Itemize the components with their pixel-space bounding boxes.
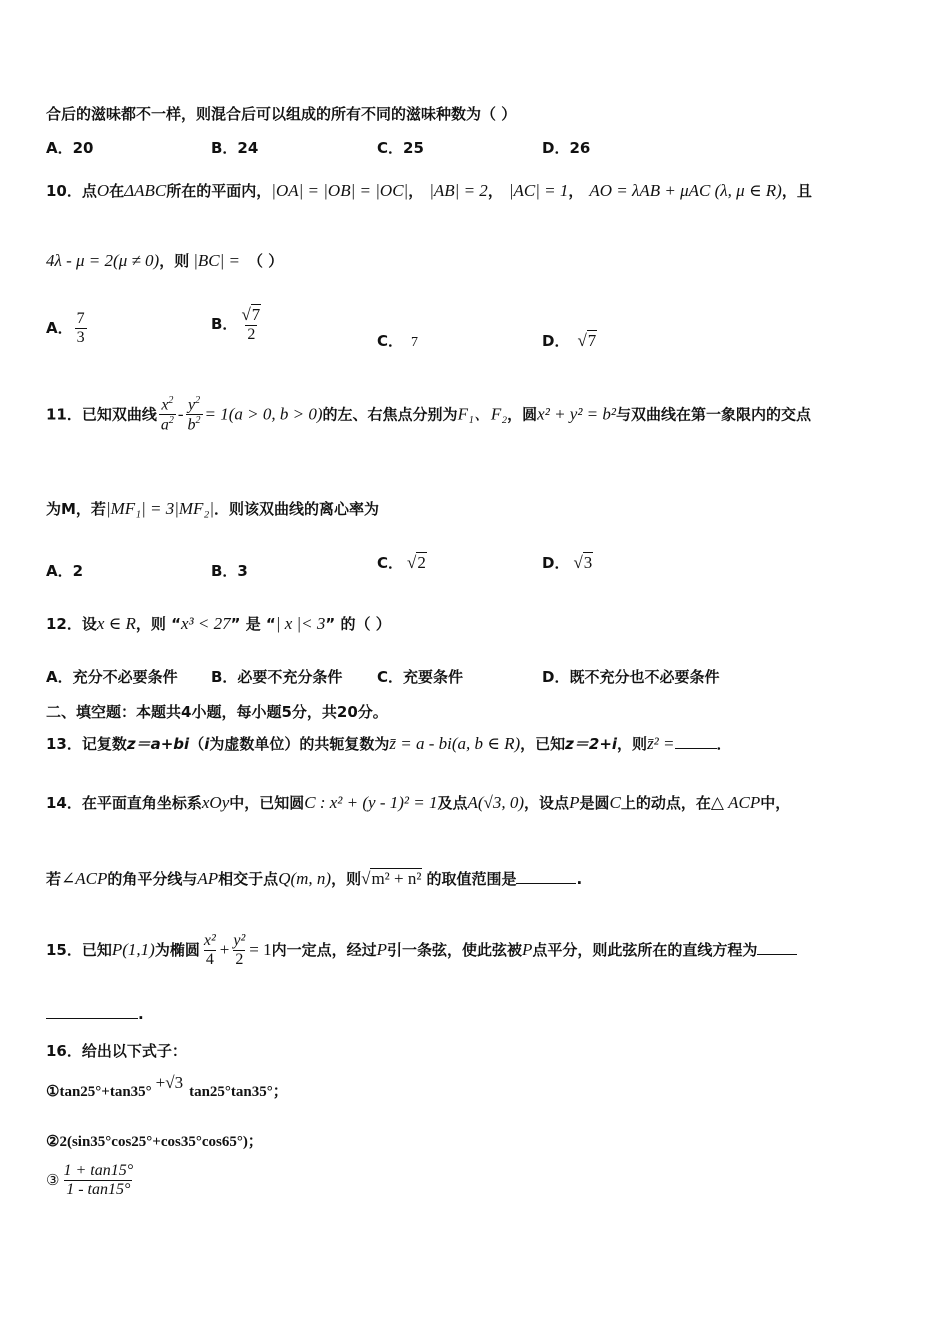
q10-text-f: ，且 [781, 182, 812, 200]
q15-end: . [138, 1005, 144, 1023]
q10-line1 [46, 180, 812, 201]
q11-option-d-value: 3 [583, 553, 593, 572]
q11-eq-rest: = 1(a > 0, b > 0) [204, 404, 323, 424]
q15-line2 [46, 1005, 144, 1023]
q15-text-e: 点平分，则此弦所在的直线方程为 [532, 941, 758, 959]
q11-x: x [161, 396, 169, 414]
q12-abs: | x |< 3 [275, 614, 326, 633]
q12-option-a: A．充分不必要条件 [46, 668, 178, 686]
q15-frac-x [202, 932, 218, 969]
q10-option-b-frac: $\frac{√7}{2}$ [241, 305, 261, 343]
q9-option-d: D．26 [542, 139, 591, 157]
q10-eq-ac: |AC| = 1 [508, 181, 569, 200]
q15-answer-blank-b[interactable] [46, 1018, 138, 1019]
q10-eq-ao: AO = λAB + μAC (λ, μ ∈ R) [589, 181, 782, 200]
q15-text-a: 15．已知 [46, 941, 112, 959]
q10-option-b-label: B． [211, 315, 238, 333]
q14-text-d: ，设点 [524, 794, 570, 812]
q12-number: 12．设 [46, 615, 97, 633]
q13-z: z＝a+bi [126, 735, 190, 753]
q14-c: C [609, 793, 621, 812]
q16-item-2: ②2(sin35°cos25°+cos35°cos65°)； [46, 1134, 263, 1150]
q12-cube: x³ < 27 [180, 614, 231, 633]
q14-sqrt: √m² + n² [361, 869, 422, 888]
q14-text-g: 中， [760, 794, 791, 812]
q13-text-a: 13．记复数 [46, 735, 127, 753]
q15-point-p: P(1,1) [111, 940, 155, 959]
q12-option-d: D．既不充分也不必要条件 [542, 668, 720, 686]
q11-line2-b: ．则该双曲线的离心率为 [214, 500, 380, 518]
q10-option-c-value: 7 [411, 335, 419, 350]
q13-i: i [204, 735, 210, 753]
q11-text-b: ，圆 [507, 405, 538, 424]
q14-text-f: 上的动点，在 [620, 794, 711, 812]
q13-conjugate: z̄ = a - bi(a, b ∈ R) [389, 734, 521, 753]
q9-option-a: A．20 [46, 139, 94, 157]
q14-line1 [46, 792, 790, 813]
q11-a: a [160, 416, 169, 434]
q14-line2-d: ，则 [331, 870, 362, 888]
q13-query: z̄² = [647, 734, 675, 753]
q14-text-b: 中，已知圆 [229, 794, 305, 812]
q11-line2 [46, 498, 379, 519]
q14-point-a: A(√3, 0) [467, 793, 525, 812]
q11-frac-x: $\frac{x^2}{a^2}$ [160, 395, 174, 434]
q14-line2-f: . [576, 870, 583, 888]
q12-option-b: B．必要不充分条件 [211, 668, 343, 686]
q11-line1: 11．已知双曲线 $\frac{x^2}{a^2}$ - $\frac{y^2}{b^2}$ = 1(a > 0, b > 0)的左、右焦点分别为F₁、F₂，圆x² + y² = b²与双曲线在第一象限内的交点 [46, 395, 812, 434]
section-heading: 二、填空题：本题共4小题，每小题5分，共20分。 [46, 703, 388, 721]
q12-text-a: ，则 “ [135, 615, 181, 633]
q12-text-c: ” 的（ ） [325, 615, 391, 633]
q14-circle: C : x² + (y - 1)² = 1 [304, 793, 438, 812]
q14-q: Q(m, n) [278, 869, 332, 888]
q14-line2-b: 的角平分线与 [107, 870, 198, 888]
q14-line2-e: 的取值范围是 [426, 870, 517, 888]
q13-line [46, 733, 732, 754]
q11-foci: F₁、F₂ [457, 404, 508, 424]
q15-text-b: 为椭圆 [154, 941, 200, 959]
q16-item-1 [46, 1073, 288, 1101]
q10-text-d: ， [487, 182, 503, 200]
q13-answer-blank[interactable] [675, 748, 717, 749]
q15-line1: 15．已知P(1,1)为椭圆 $\frac{\text{x²}}{4}$ + $\frac{\text{y²}}{2}$ = 1内一定点，经过P引一条弦，使此弦被P点平分，则此弦所在的直线方程为 [46, 932, 797, 969]
q9-option-c: C．25 [377, 139, 424, 157]
q12-option-c: C．充要条件 [377, 668, 464, 686]
q14-text-c: 及点 [437, 794, 468, 812]
q15-p2: P [376, 940, 388, 959]
q10-text-b: 所在的平面内， [166, 182, 272, 200]
q11-option-c-label: C． [377, 554, 404, 572]
q11-option-d: D． √3 [542, 553, 593, 572]
q10-option-c-label: C． [377, 332, 404, 350]
q13-text-d: ，已知 [520, 735, 566, 753]
q11-option-b: B．3 [211, 562, 248, 580]
q10-option-a-den: 3 [76, 329, 85, 346]
q15-text-c: 内一定点，经过 [271, 941, 377, 959]
q10-option-c [377, 330, 418, 351]
q16-item-3-num: 1 + tan15° [63, 1162, 134, 1179]
q11-line2-a: 为M，若 [46, 500, 106, 518]
q14-answer-blank[interactable] [516, 883, 576, 884]
q11-circle: x² + y² = b² [537, 404, 616, 424]
q14-text-a: 14．在平面直角坐标系 [46, 794, 202, 812]
q10-number: 10．点 [46, 182, 97, 200]
q16-intro: 16．给出以下式子： [46, 1042, 187, 1060]
q14-text-e: 是圆 [579, 794, 610, 812]
q15-frac-y [231, 932, 247, 969]
q11-text-a: 的左、右焦点分别为 [322, 405, 458, 424]
q10-text-h: （ ） [248, 252, 284, 270]
q10-text-e: ， [568, 182, 584, 200]
q12-x-in-r: x ∈ R [96, 614, 136, 633]
q10-option-b-den: 2 [247, 326, 256, 343]
q14-triangle: △ ACP [710, 793, 761, 812]
q10-eq-ab: |AB| = 2 [429, 181, 488, 200]
q16-item-3-frac [61, 1162, 135, 1199]
q11-b: b [187, 416, 196, 434]
q14-ap: AP [197, 869, 219, 888]
q16-item-3-label: ③ [46, 1173, 60, 1189]
q9-option-b: B．24 [211, 139, 259, 157]
q16-item-1-sqrt: +√3 [155, 1073, 184, 1092]
q14-line2-c: 相交于点 [218, 870, 279, 888]
q16-item-3-den: 1 - tan15° [66, 1181, 131, 1198]
q10-option-a-label: A． [46, 319, 73, 337]
q10-option-d-label: D． [542, 332, 570, 350]
q13-text-c: 为虚数单位）的共轭复数为 [209, 735, 390, 753]
q10-text-c: ， [408, 182, 424, 200]
q10-condition: 4λ - μ = 2(μ ≠ 0) [46, 251, 160, 270]
q10-option-a [46, 310, 89, 347]
q16-item-1-b: tan25°tan35°； [189, 1084, 288, 1100]
q11-option-c: C． √2 [377, 553, 426, 572]
q15-answer-blank-a[interactable] [757, 954, 797, 955]
q11-text-c: 与双曲线在第一象限内的交点 [616, 405, 812, 424]
q14-line2-a: 若 [46, 870, 62, 888]
q10-option-a-frac [75, 310, 87, 347]
q14-line2 [46, 868, 582, 889]
q10-triangle: ΔABC [124, 181, 167, 200]
q10-option-b [211, 305, 265, 344]
q11-option-d-label: D． [542, 554, 570, 572]
q14-sqrt-content: m² + n² [371, 869, 422, 888]
q13-text-f: ． [716, 735, 732, 753]
q15-eq: = 1 [249, 940, 272, 959]
q15-y2: y² [233, 932, 246, 949]
q10-point-o: O [96, 181, 110, 200]
q16-item-1-a: ①tan25°+tan35° [46, 1084, 152, 1100]
q15-p3: P [522, 940, 533, 959]
q15-x2: x² [203, 932, 216, 949]
q11-frac-y: $\frac{y^2}{b^2}$ [187, 395, 201, 434]
q13-text-e: ，则 [617, 735, 648, 753]
q10-text-a: 在 [109, 182, 125, 200]
q15-4: 4 [205, 951, 214, 968]
q14-angle: ∠ACP [61, 869, 108, 888]
q16-item-3 [46, 1162, 137, 1199]
q10-option-b-num: 7 [251, 305, 261, 324]
q12-line [46, 613, 391, 634]
q15-2: 2 [235, 951, 244, 968]
q10-line2 [46, 250, 283, 271]
q11-y: y [187, 396, 196, 414]
q10-option-d-value: 7 [587, 331, 597, 350]
q11-option-c-value: 2 [417, 553, 426, 572]
q14-xoy: xOy [201, 793, 230, 812]
q10-eq-oa: |OA| = |OB| = |OC| [271, 181, 409, 200]
q10-option-a-num: 7 [76, 310, 85, 327]
q14-p: P [569, 793, 580, 812]
q11-mf: |MF₁| = 3|MF₂| [105, 499, 215, 518]
q9-text: 合后的滋味都不一样，则混合后可以组成的所有不同的滋味种数为（ ） [46, 105, 517, 123]
q13-text-b: （ [189, 735, 205, 753]
q10-option-d: D． √7 [542, 331, 597, 350]
q12-text-b: ” 是 “ [230, 615, 276, 633]
q13-z-value: z＝2+i [565, 735, 618, 753]
q15-text-d: 引一条弦，使此弦被 [387, 941, 523, 959]
q10-bc: |BC| = [193, 251, 241, 270]
q11-option-a: A．2 [46, 562, 84, 580]
q11-number: 11．已知双曲线 [46, 405, 157, 424]
q10-text-g: ，则 [159, 252, 190, 270]
